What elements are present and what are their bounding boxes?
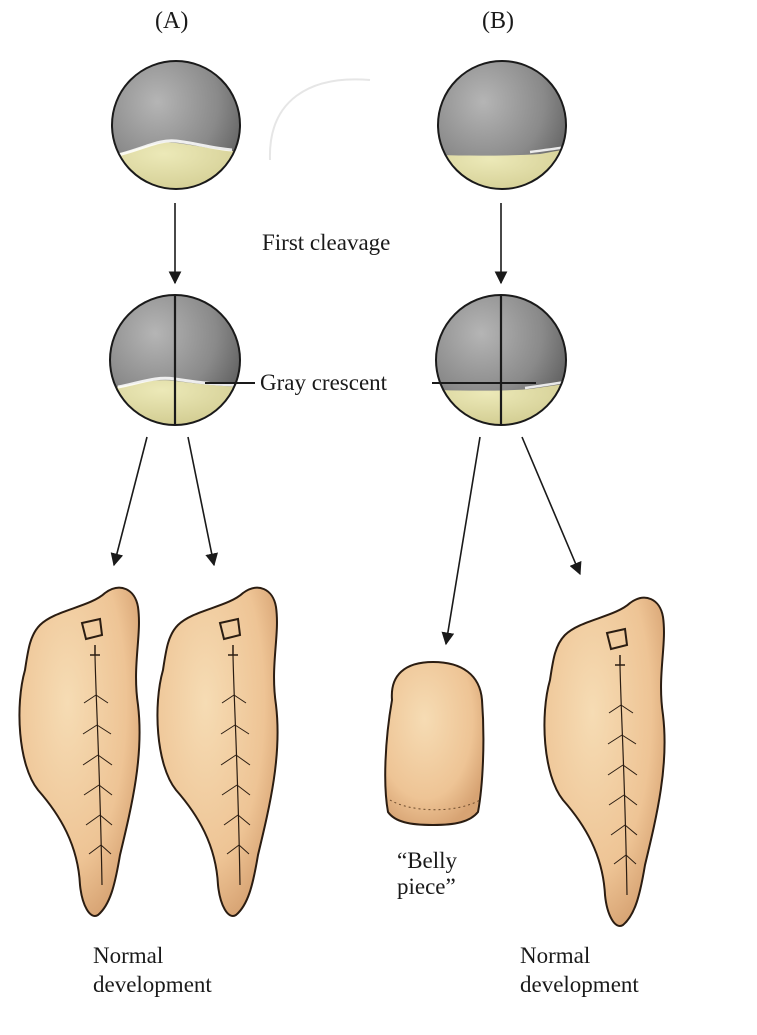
normal-embryo-a-right (157, 588, 277, 916)
normal-embryo-b (544, 598, 664, 926)
arrow-a-right (188, 437, 214, 565)
two-cell-embryo-b (434, 293, 569, 430)
arrow-a-left (114, 437, 147, 565)
belly-piece-caption-line2: piece” (397, 874, 456, 899)
gray-crescent-label: Gray crescent (260, 370, 388, 395)
egg-a (110, 60, 245, 200)
belly-piece (385, 662, 483, 825)
panel-a-label: (A) (155, 8, 189, 34)
first-cleavage-label: First cleavage (262, 230, 391, 255)
outcome-a-line1: Normal (93, 943, 164, 968)
outcome-a-line2: development (93, 972, 212, 997)
arrow-b-right (522, 437, 580, 574)
outcome-b-line1: Normal (520, 943, 591, 968)
egg-b (436, 60, 571, 200)
outcome-b-line2: development (520, 972, 639, 997)
belly-piece-caption-line1: “Belly (397, 848, 458, 873)
normal-embryo-a-left (19, 588, 139, 916)
arrow-b-left (446, 437, 480, 644)
panel-b-label: (B) (482, 8, 514, 34)
two-cell-embryo-a (108, 293, 243, 430)
